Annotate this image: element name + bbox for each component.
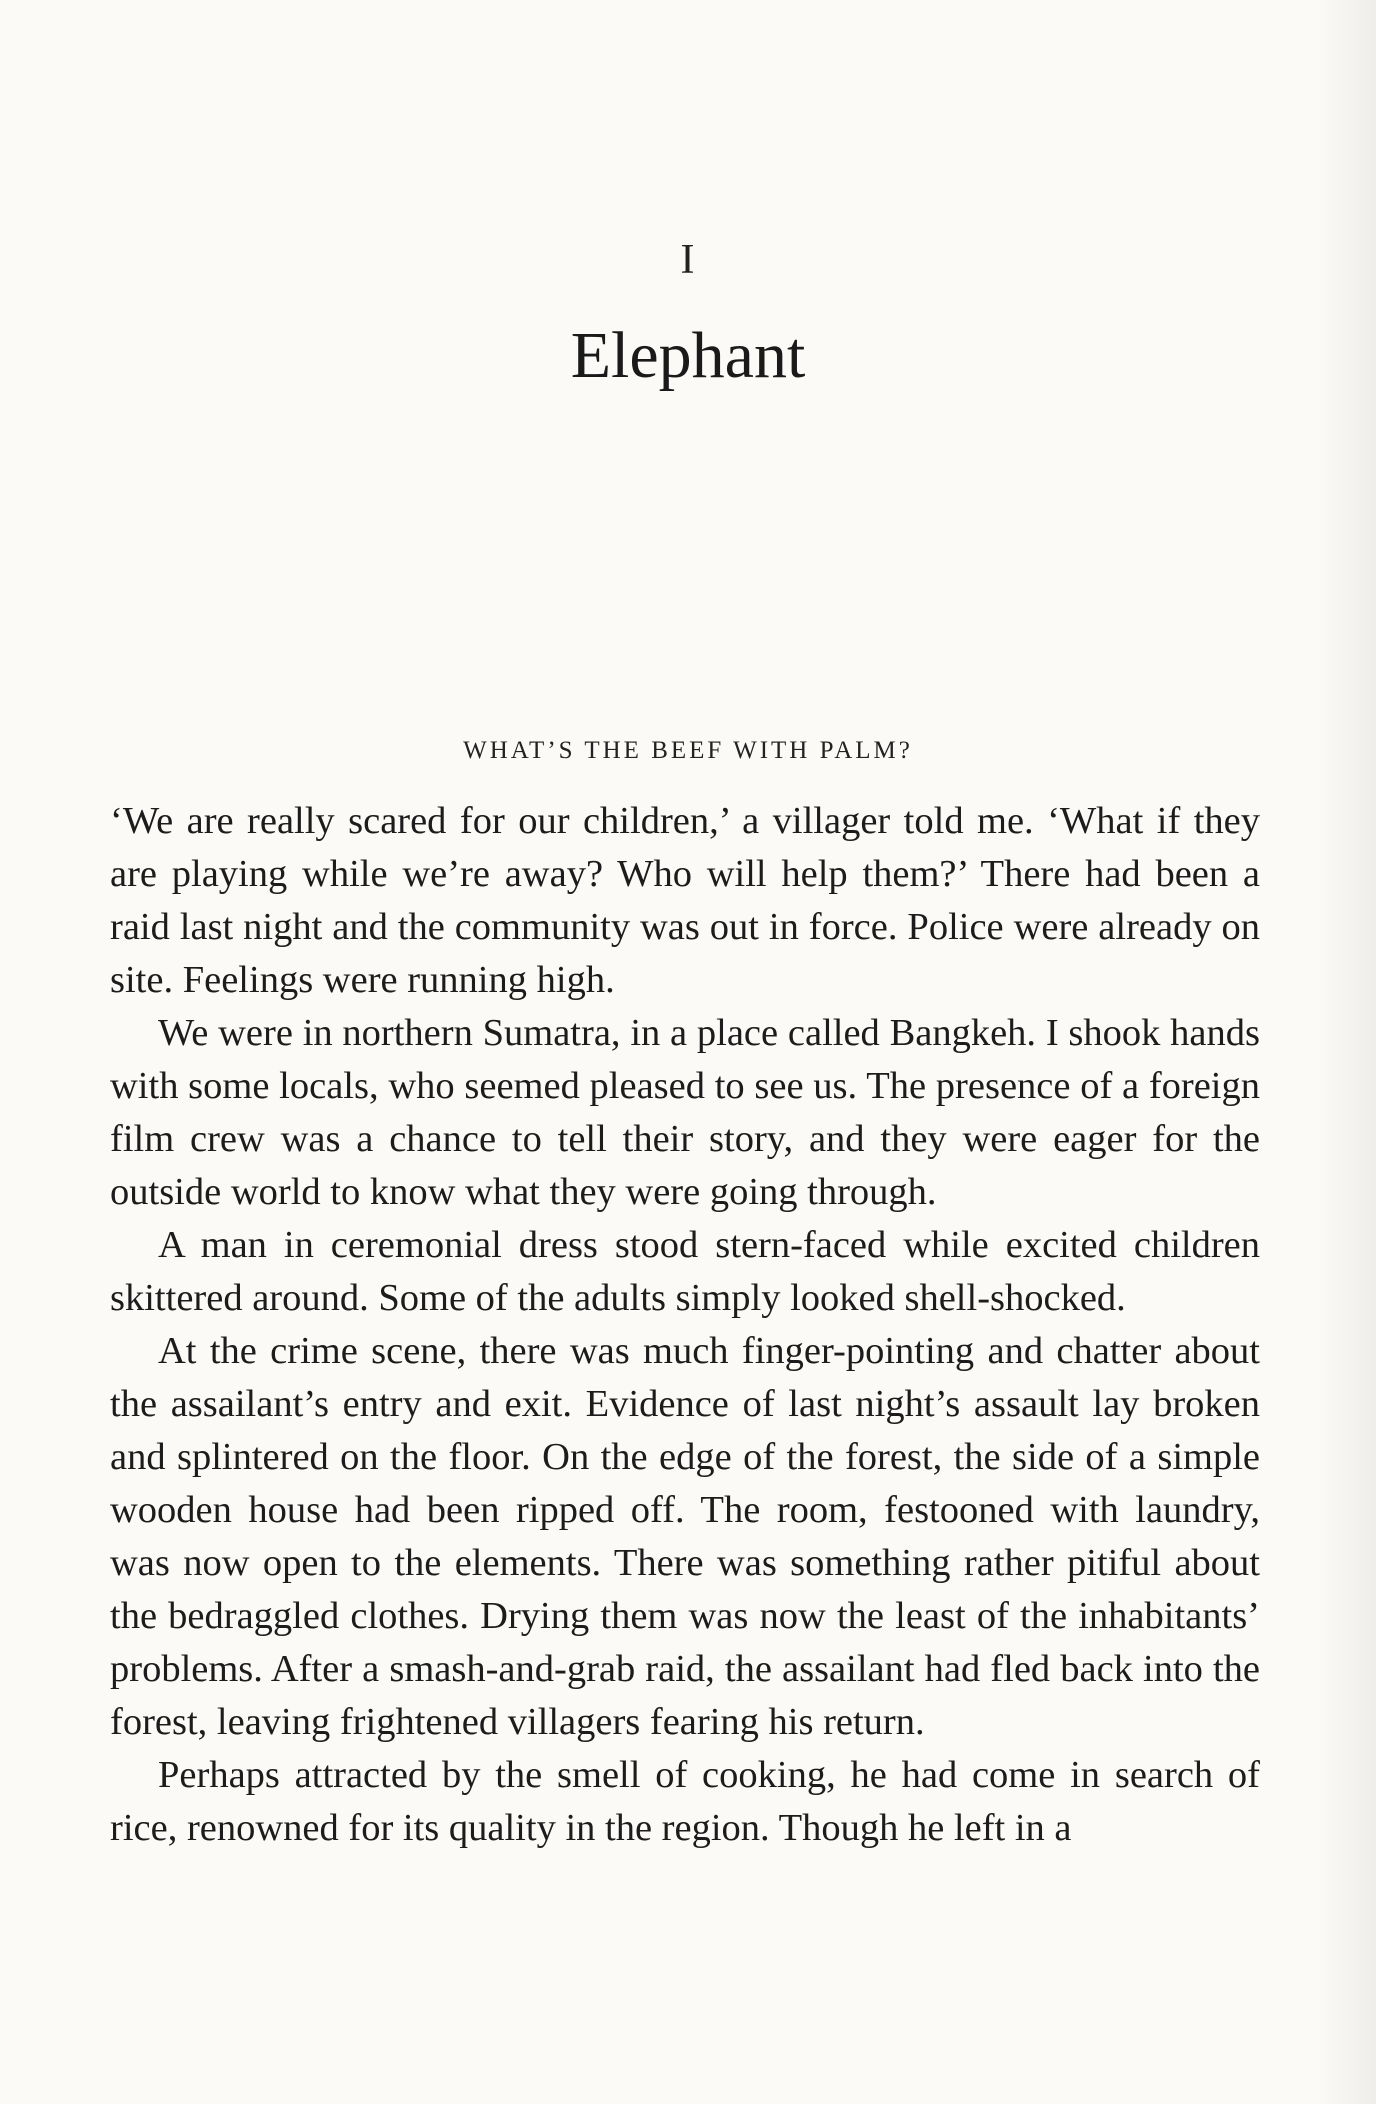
body-text	[110, 795, 1260, 1855]
chapter-number: I	[680, 237, 696, 283]
paragraph: A man in ceremonial dress stood stern-faced while excited children skittered around. Some of the adults simply looked shell-shocked.	[110, 1224, 1260, 1319]
paragraph: Perhaps attracted by the smell of cooking, he had come in search of rice, renowned for its quality in the region. Though he left in a	[110, 1754, 1260, 1849]
paragraph: At the crime scene, there was much finger-pointing and chatter about the assailant’s entry and exit. Evidence of last night’s assault lay broken and splintered on the floor. On the edge of the forest, the side of a simple wooden house had been ripped off. The room, festooned with laundry, was now open to the elements. There was something rather pitiful about the bedraggled clothes. Drying them was now the least of the inhabitants’ problems. After a smash-and-grab raid, the assailant had fled back into the forest, leaving frightened villagers fearing his return.	[110, 1330, 1260, 1743]
section-heading: WHAT’S THE BEEF WITH PALM?	[463, 737, 913, 764]
paragraph: We were in northern Sumatra, in a place called Bangkeh. I shook hands with some locals, who seemed pleased to see us. The presence of a foreign film crew was a chance to tell their story, and they were eager for the outside world to know what they were going through.	[110, 1012, 1260, 1213]
paragraph: ‘We are really scared for our children,’ a villager told me. ‘What if they are playing while we’re away? Who will help them?’ There had been a raid last night and the community was out in force. Police were already on site. Feelings were running high.	[110, 800, 1260, 1001]
chapter-title: Elephant	[570, 319, 806, 392]
